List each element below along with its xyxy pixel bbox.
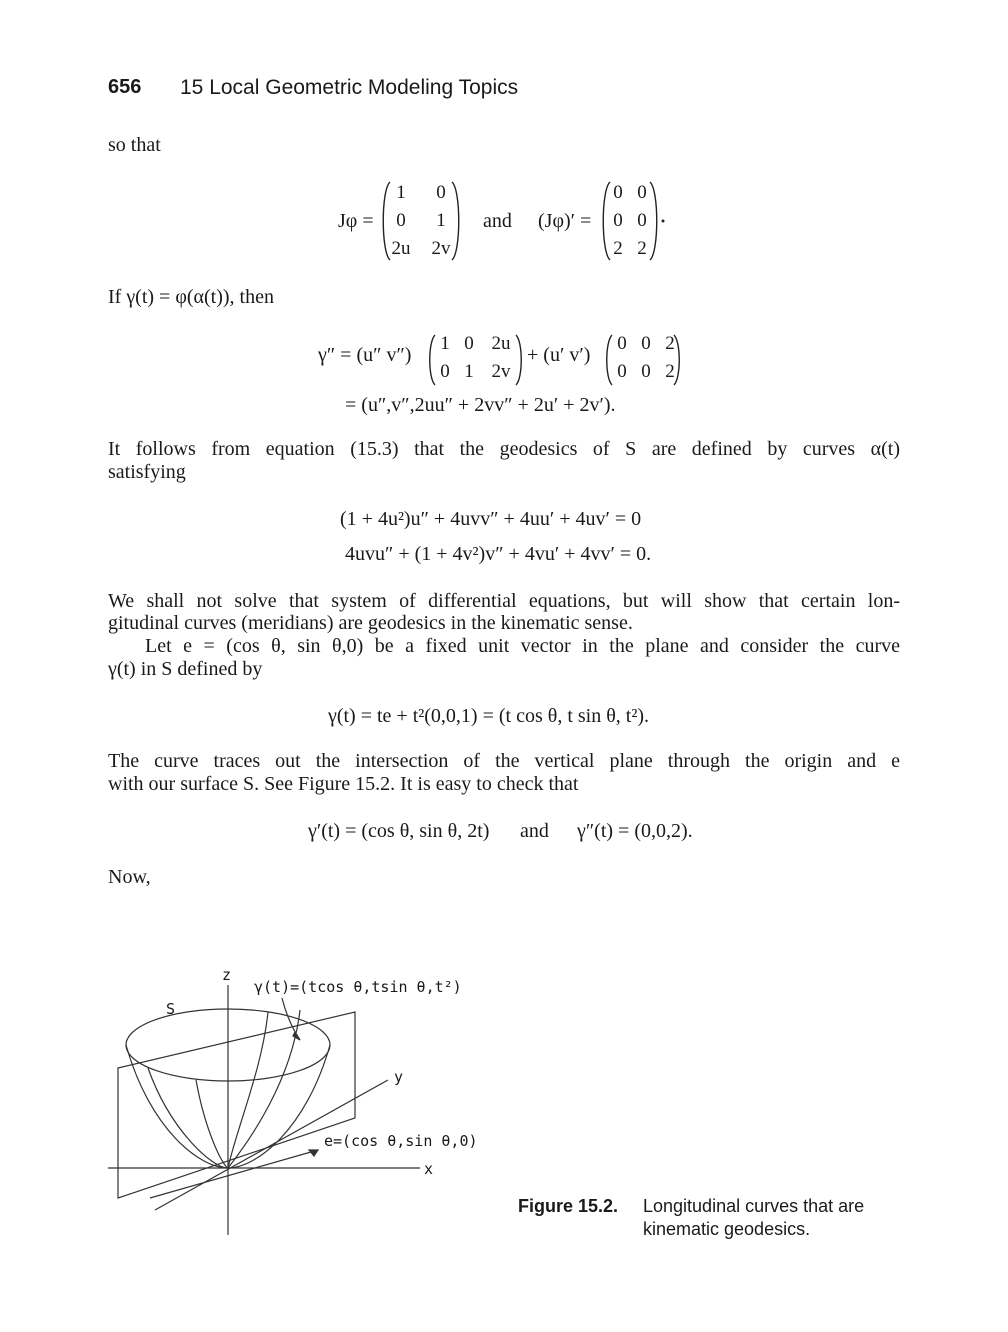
gamma-dd-lhs: γ″ = (u″ v″) bbox=[318, 344, 412, 366]
matrix-cell: 0 bbox=[613, 182, 623, 203]
matrix-cell: 2 bbox=[665, 333, 675, 354]
text-let-line1: Let e = (cos θ, sin θ,0) be a fixed unit vector in the plane and consider the curve bbox=[145, 635, 900, 657]
figure-label-z: z bbox=[222, 966, 232, 984]
matrix-cell: 0 bbox=[641, 361, 651, 382]
matrix-cell: 0 bbox=[637, 210, 647, 231]
matrix-cell: 0 bbox=[440, 361, 450, 382]
text-now: Now, bbox=[108, 866, 151, 888]
matrix-cell: 1 bbox=[396, 182, 406, 203]
figure-label-y: y bbox=[394, 1068, 404, 1086]
meridian-curve bbox=[148, 1068, 228, 1168]
jphi-prime-lhs: (Jφ)′ = bbox=[538, 210, 592, 232]
chapter-title: 15 Local Geometric Modeling Topics bbox=[180, 76, 519, 99]
geodesic-equation-2: 4uvu″ + (1 + 4v²)v″ + 4vu′ + 4vv′ = 0. bbox=[345, 543, 652, 565]
figure-caption-label: Figure 15.2. bbox=[518, 1196, 619, 1216]
matrix-cell: 0 bbox=[617, 361, 627, 382]
gamma-prime: γ′(t) = (cos θ, sin θ, 2t) bbox=[308, 820, 490, 842]
gamma-double-prime: γ″(t) = (0,0,2). bbox=[577, 820, 693, 842]
gamma-definition: γ(t) = te + t²(0,0,1) = (t cos θ, t sin θ, t²). bbox=[328, 705, 650, 727]
matrix-cell: 1 bbox=[464, 361, 474, 382]
figure-label-e: e=(cos θ,sin θ,0) bbox=[324, 1132, 478, 1150]
matrix-cell: 0 bbox=[396, 210, 406, 231]
text-let-line2: γ(t) in S defined by bbox=[108, 658, 263, 680]
figure-caption-line2: kinematic geodesics. bbox=[643, 1219, 811, 1239]
figure-label-s: S bbox=[166, 1000, 176, 1018]
text-follows-line1: It follows from equation (15.3) that the geodesics of S are defined by curves α(t) bbox=[108, 438, 900, 460]
figure-label-x: x bbox=[424, 1160, 434, 1178]
matrix-cell: 1 bbox=[436, 210, 446, 231]
gamma-dd-result: = (u″,v″,2uu″ + 2vv″ + 2u′ + 2v′). bbox=[345, 394, 616, 416]
text-traces-line2: with our surface S. See Figure 15.2. It is easy to check that bbox=[108, 773, 579, 795]
jphi-lhs: Jφ = bbox=[338, 210, 374, 232]
page-number: 656 bbox=[108, 76, 142, 98]
matrix-cell: 1 bbox=[440, 333, 450, 354]
matrix-cell: 0 bbox=[637, 182, 647, 203]
geodesic-equation-1: (1 + 4u²)u″ + 4uvv″ + 4uu′ + 4uv′ = 0 bbox=[340, 508, 642, 530]
matrix-cell: 2v bbox=[431, 238, 451, 259]
matrix-cell: 2u bbox=[391, 238, 411, 259]
matrix-cell: 2 bbox=[613, 238, 623, 259]
matrix-cell: 2u bbox=[491, 333, 511, 354]
meridian-curve bbox=[228, 1012, 268, 1168]
matrix-cell: 0 bbox=[617, 333, 627, 354]
matrix-cell: 2 bbox=[637, 238, 647, 259]
matrix-cell: 0 bbox=[436, 182, 446, 203]
text-follows-line2: satisfying bbox=[108, 461, 186, 483]
meridian-curve bbox=[196, 1080, 228, 1168]
plus-uv: + (u′ v′) bbox=[527, 344, 591, 366]
text-so-that: so that bbox=[108, 134, 161, 156]
matrix-cell: 0 bbox=[613, 210, 623, 231]
text-shall-line2: gitudinal curves (meridians) are geodesics in the kinematic sense. bbox=[108, 612, 633, 634]
e-vector bbox=[150, 1150, 318, 1198]
figure-caption-line1: Longitudinal curves that are bbox=[643, 1196, 865, 1216]
text-if-gamma: If γ(t) = φ(α(t)), then bbox=[108, 286, 274, 308]
and-word: and bbox=[483, 210, 512, 232]
figure-label-gamma: γ(t)=(tcos θ,tsin θ,t²) bbox=[254, 978, 462, 996]
matrix-cell: 2 bbox=[665, 361, 675, 382]
text-traces-line1: The curve traces out the intersection of the vertical plane through the origin and e bbox=[108, 750, 900, 772]
text-shall-line1: We shall not solve that system of differential equations, but will show that certain lon- bbox=[108, 590, 900, 612]
e-vector-arrowhead bbox=[309, 1150, 318, 1156]
matrix-cell: 0 bbox=[641, 333, 651, 354]
and-word-2: and bbox=[520, 820, 549, 842]
vertical-plane bbox=[118, 1012, 355, 1198]
matrix-cell: 0 bbox=[464, 333, 474, 354]
matrix-cell: 2v bbox=[491, 361, 511, 382]
